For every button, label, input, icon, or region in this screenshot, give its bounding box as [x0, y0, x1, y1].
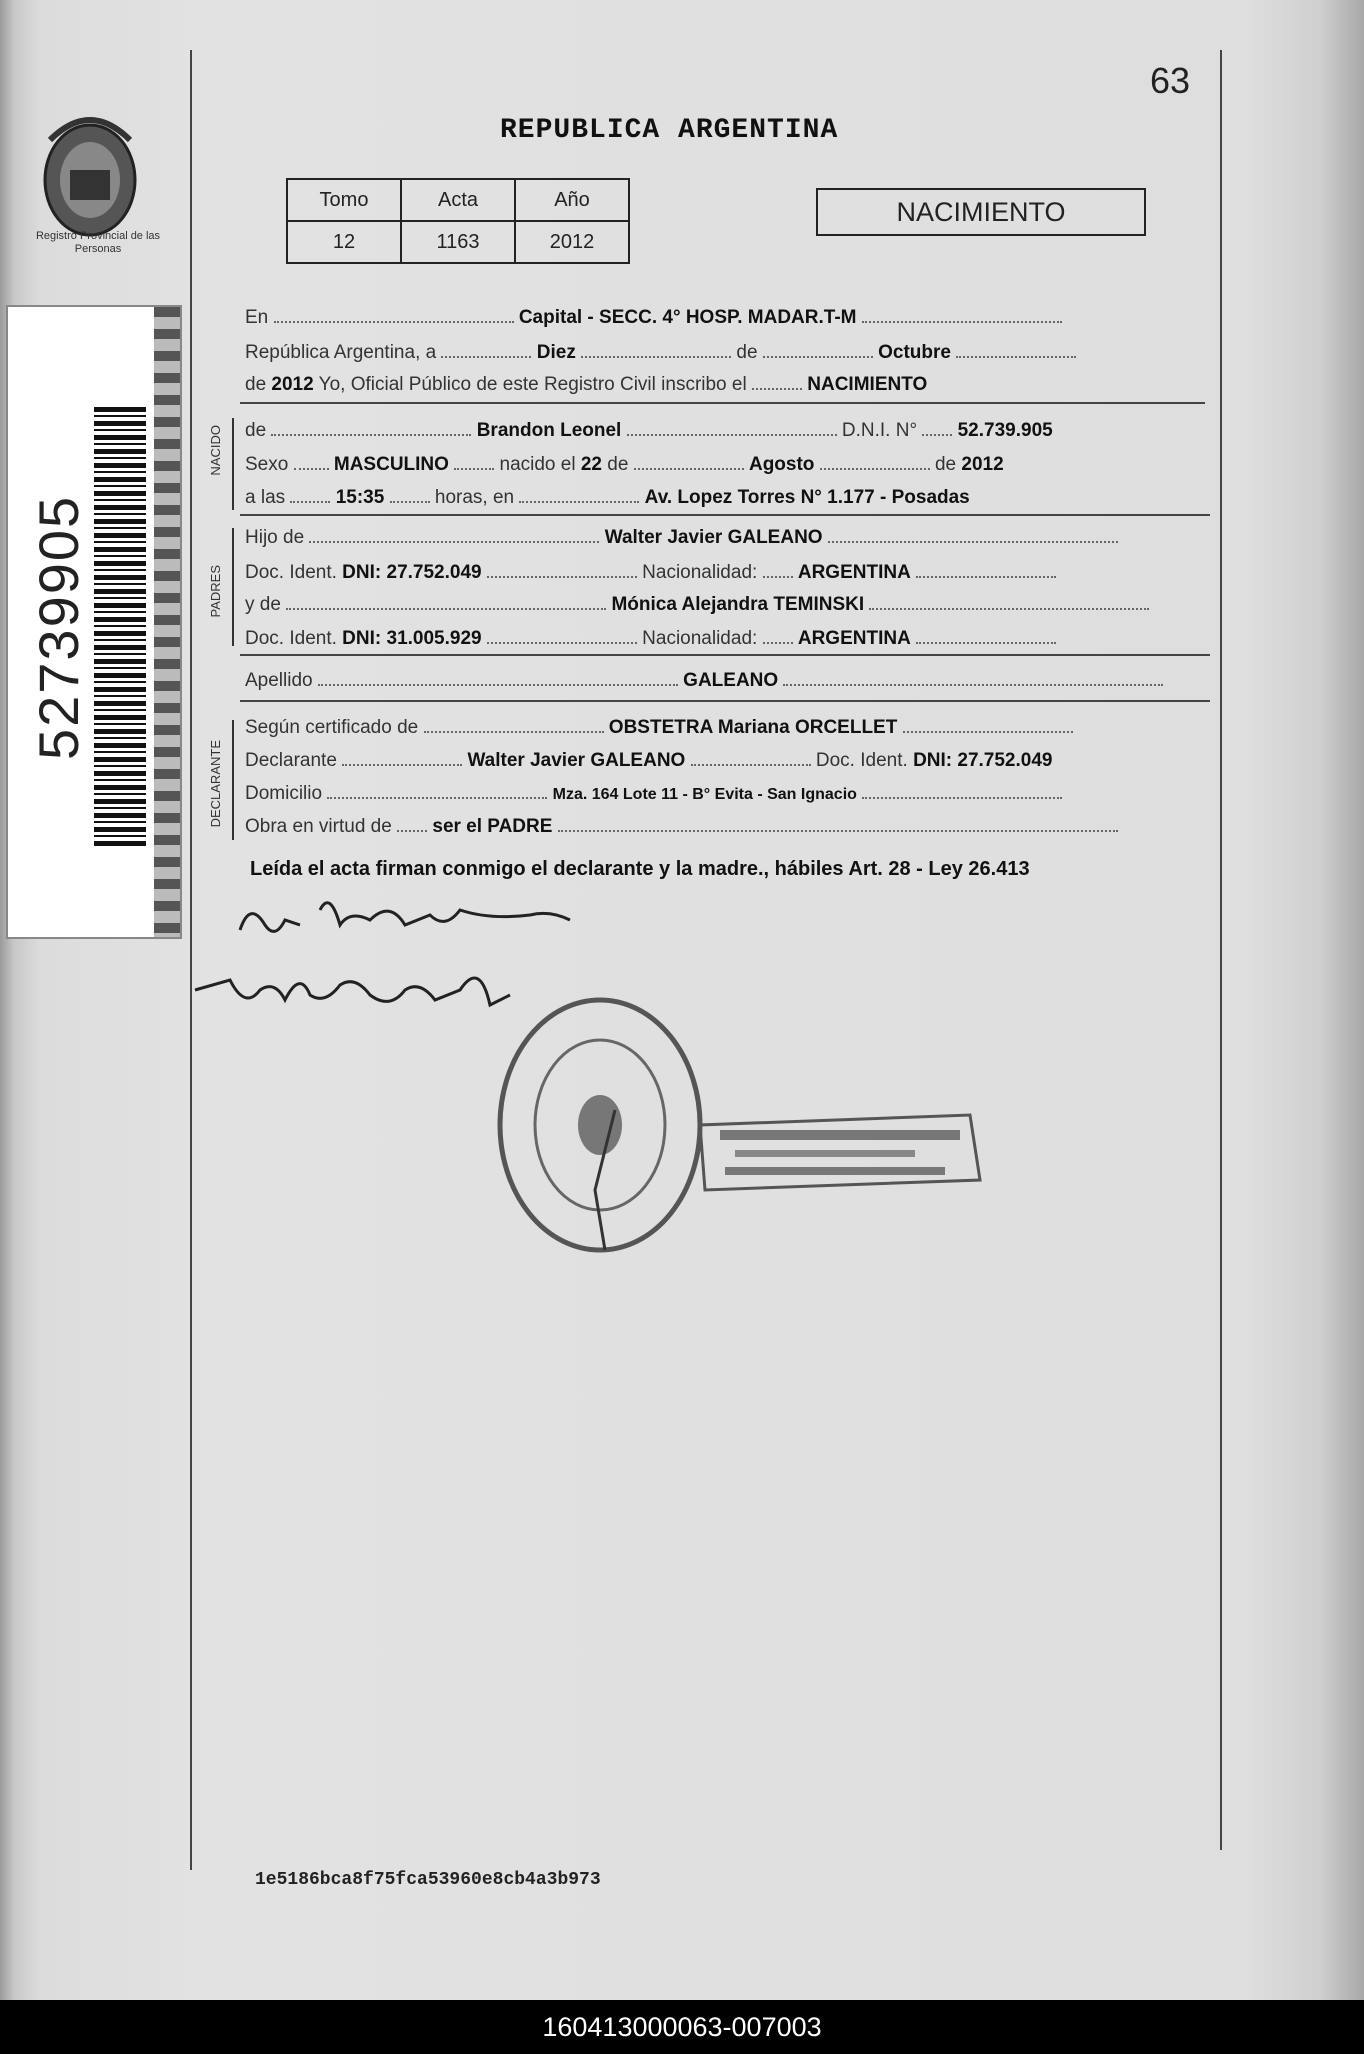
de-label-month: de [934, 454, 957, 475]
de2-label: de [245, 374, 267, 395]
y-de-label: y de [245, 594, 281, 615]
nacido-section-label: NACIDO [208, 425, 223, 476]
mother-name: Mónica Alejandra TEMINSKI [611, 594, 865, 615]
mother-doc: DNI: 31.005.929 [342, 628, 482, 649]
line-time [245, 485, 970, 509]
declarante-doc: DNI: 27.752.049 [913, 750, 1053, 771]
divider-2 [240, 514, 1210, 516]
line-certificado [245, 715, 1073, 739]
security-pattern [154, 307, 180, 937]
barcode-number: 52739905 [27, 494, 90, 760]
republica-label: República Argentina, a [245, 342, 437, 363]
document-title: REPUBLICA ARGENTINA [500, 115, 839, 146]
birth-time: 15:35 [335, 487, 385, 508]
acta-header-tomo: Tomo [287, 179, 401, 221]
inscribo-value: NACIMIENTO [807, 374, 928, 395]
a-las-label: a las [245, 487, 286, 508]
sexo-value: MASCULINO [333, 454, 449, 475]
barcode-label [6, 305, 182, 939]
divider-4 [240, 700, 1210, 702]
divider-1 [240, 402, 1205, 404]
hijo-de-label: Hijo de [245, 527, 305, 548]
line-date [245, 340, 1076, 364]
obra-label: Obra en virtud de [245, 816, 392, 837]
father-nationality: ARGENTINA [797, 562, 911, 583]
line-name [245, 418, 1053, 442]
certificado-value: OBSTETRA Mariana ORCELLET [608, 717, 898, 738]
month-value: Octubre [878, 342, 951, 363]
nacido-bracket [232, 418, 234, 510]
document-hash: 1e5186bca8f75fca53960e8cb4a3b973 [255, 1870, 601, 1890]
acta-table [286, 178, 630, 264]
birth-place: Av. Lopez Torres N° 1.177 - Posadas [644, 487, 970, 508]
line-declarante [245, 748, 1052, 772]
padres-section-label: PADRES [208, 565, 223, 618]
acta-value-ano: 2012 [515, 221, 629, 263]
scan-footer [0, 2000, 1364, 2054]
child-name: Brandon Leonel [476, 420, 622, 441]
mother-doc-label: Doc. Ident. [245, 628, 337, 649]
official-round-stamp [495, 990, 705, 1260]
father-doc-label: Doc. Ident. [245, 562, 337, 583]
acta-header-ano: Año [515, 179, 629, 221]
domicilio-value: Mza. 164 Lote 11 - B° Evita - San Ignacio [552, 786, 857, 803]
de-label-name: de [245, 420, 267, 441]
declarante-doc-label: Doc. Ident. [815, 750, 908, 771]
acta-header-acta: Acta [401, 179, 515, 221]
emblem-caption: Registro Provincial de las Personas [35, 230, 161, 255]
closing-statement: Leída el acta firman conmigo el declarante y la madre., hábiles Art. 28 - Ley 26.413 [250, 858, 1030, 880]
declarante-signature [230, 880, 590, 960]
page-number: 63 [1150, 60, 1191, 101]
nacido-el-label: nacido el [499, 454, 576, 475]
child-dni: 52.739.905 [957, 420, 1053, 441]
domicilio-label: Domicilio [245, 783, 323, 804]
year-value: 2012 [271, 374, 314, 395]
horas-en-label: horas, en [434, 487, 515, 508]
line-father-doc [245, 560, 1056, 584]
line-mother-doc [245, 626, 1056, 650]
de-label: de [736, 342, 758, 363]
birth-day: 22 [580, 454, 602, 475]
padres-bracket [232, 528, 234, 646]
declarante-name: Walter Javier GALEANO [467, 750, 686, 771]
right-margin-rule [1220, 50, 1222, 1850]
declarante-bracket [232, 720, 234, 840]
en-value: Capital - SECC. 4° HOSP. MADAR.T-M [518, 307, 857, 328]
line-apellido [245, 668, 1163, 692]
birth-month: Agosto [748, 454, 815, 475]
birth-year: 2012 [961, 454, 1004, 475]
line-year [245, 372, 927, 396]
footer-id: 160413000063-007003 [542, 2011, 822, 2042]
certificado-label: Según certificado de [245, 717, 419, 738]
father-nationality-label: Nacionalidad: [642, 562, 758, 583]
official-name-stamp [690, 1105, 990, 1200]
dni-label: D.N.I. N° [841, 420, 918, 441]
line-en [245, 305, 1062, 329]
record-type-box: NACIMIENTO [816, 188, 1146, 236]
sexo-label: Sexo [245, 454, 289, 475]
apellido-value: GALEANO [683, 670, 779, 691]
day-value: Diez [536, 342, 576, 363]
acta-value-tomo: 12 [287, 221, 401, 263]
line-father [245, 525, 1118, 549]
line-obra [245, 814, 1118, 838]
declarante-section-label: DECLARANTE [208, 740, 223, 828]
father-name: Walter Javier GALEANO [604, 527, 823, 548]
de-label-day: de [607, 454, 629, 475]
en-label: En [245, 307, 269, 328]
barcode-bars [94, 407, 146, 847]
father-doc: DNI: 27.752.049 [342, 562, 482, 583]
line-mother [245, 592, 1149, 616]
line-sexo [245, 452, 1004, 476]
mother-nationality-label: Nacionalidad: [642, 628, 758, 649]
mother-nationality: ARGENTINA [797, 628, 911, 649]
declarante-label: Declarante [245, 750, 337, 771]
obra-value: ser el PADRE [432, 816, 553, 837]
apellido-label: Apellido [245, 670, 313, 691]
inscribo-label: Yo, Oficial Público de este Registro Civil inscribo el [318, 374, 747, 395]
line-domicilio [245, 781, 1062, 805]
divider-3 [240, 654, 1210, 656]
acta-value-acta: 1163 [401, 221, 515, 263]
